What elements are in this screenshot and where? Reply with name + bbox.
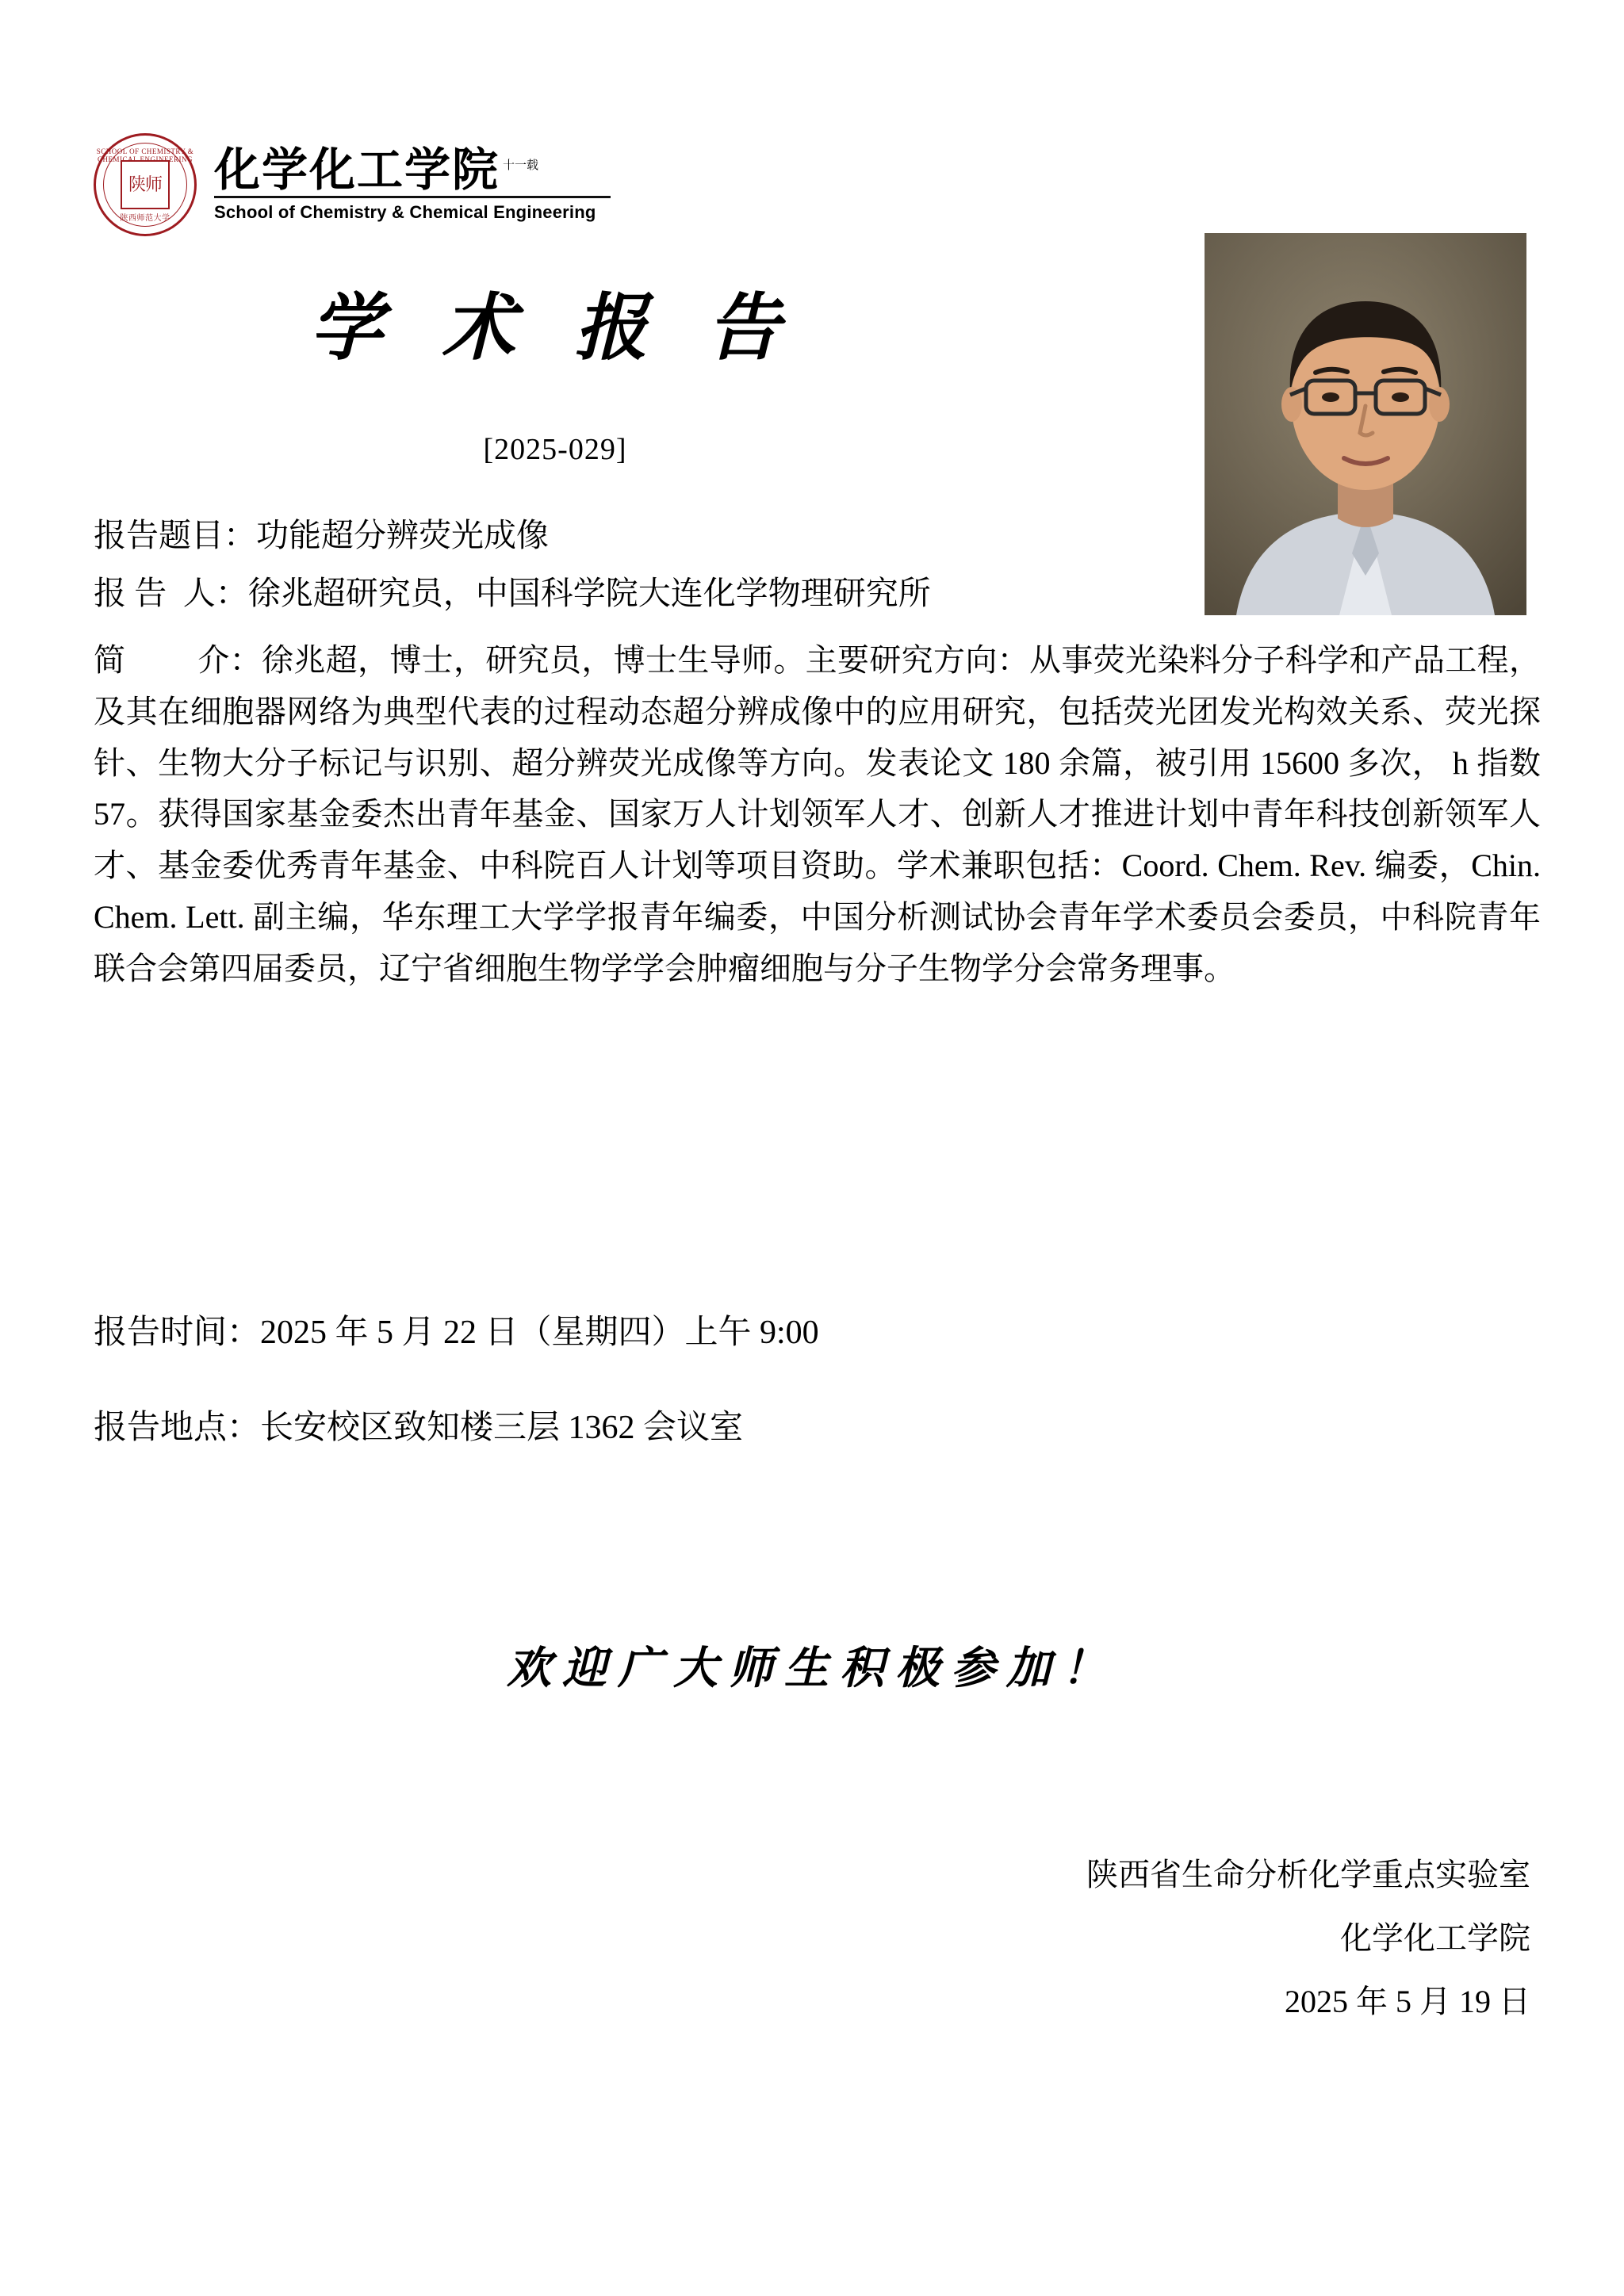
poster-body	[94, 519, 1541, 995]
school-logo-text	[214, 144, 611, 224]
school-name-cn-main: 化学化工学院	[214, 144, 500, 196]
document-code: [2025-029]	[483, 433, 627, 466]
topic-label: 报告题目：	[94, 517, 256, 553]
school-seal-icon	[94, 133, 197, 236]
place-label: 报告地点：	[94, 1410, 261, 1446]
school-name-en: School of Chemistry & Chemical Engineering	[214, 202, 596, 223]
school-name-cn	[214, 144, 611, 196]
bio-paragraph	[94, 635, 1541, 995]
signoff-lab: 陕西省生命分析化学重点实验室	[1086, 1857, 1530, 1892]
welcome-slogan: 欢迎广大师生积极参加！	[507, 1644, 1117, 1693]
seal-arc-top-text: SCHOOL OF CHEMISTRY & CHEMICAL ENGINEERING	[96, 147, 194, 163]
time-label: 报告时间：	[94, 1314, 261, 1351]
topic-row	[94, 519, 1541, 552]
speaker-value: 徐兆超研究员，中国科学院大连化学物理研究所	[247, 575, 931, 611]
speaker-label: 报 告 人：	[94, 575, 248, 611]
logo-divider	[214, 196, 611, 198]
signoff-school: 化学化工学院	[1340, 1920, 1530, 1956]
time-value: 2025 年 5 月 22 日（星期四）上午 9:00	[260, 1314, 819, 1351]
signoff-block	[817, 1843, 1530, 2034]
speaker-row	[94, 577, 1541, 610]
signoff-date: 2025 年 5 月 19 日	[1285, 1984, 1530, 2019]
place-value: 长安校区致知楼三层 1362 会议室	[260, 1410, 744, 1446]
page-title: 学 术 报 告	[309, 288, 801, 369]
place-row	[94, 1411, 1541, 1445]
bio-value: 徐兆超，博士，研究员，博士生导师。主要研究方向：从事荧光染料分子科学和产品工程，及其在细胞器网络为典型代表的过程动态超分辨成像中的应用研究，包括荧光团发光构效关系、荧光探针、生物大分子标记与识别、超分辨荧光成像等方向。发表论文 180 余篇，被引用 15600 多次， h 指数 57。获得国家基金委杰出青年基金、国家万人计划领军人才、创新人才推进计划中青年科技创新领军人才、基金委优秀青年基金、中科院百人计划等项目资助。学术兼职包括：Coord. Chem. Rev. 编委，Chin. Chem. Lett. 副主编，华东理工大学学报青年编委，中国分析测试协会青年学术委员会委员，中科院青年联合会第四届委员，辽宁省细胞生物学学会肿瘤细胞与分子生物学分会常务理事。	[94, 642, 1541, 986]
seal-arc-bottom-text: 陕西师范大学	[120, 214, 170, 223]
seal-inner-text: 陕师	[121, 160, 170, 209]
topic-value: 功能超分辨荧光成像	[256, 517, 549, 553]
school-name-cn-sup: 十一载	[503, 159, 539, 173]
bio-label: 简 介：	[94, 642, 262, 678]
school-logo	[94, 133, 611, 236]
time-row	[94, 1316, 1541, 1349]
